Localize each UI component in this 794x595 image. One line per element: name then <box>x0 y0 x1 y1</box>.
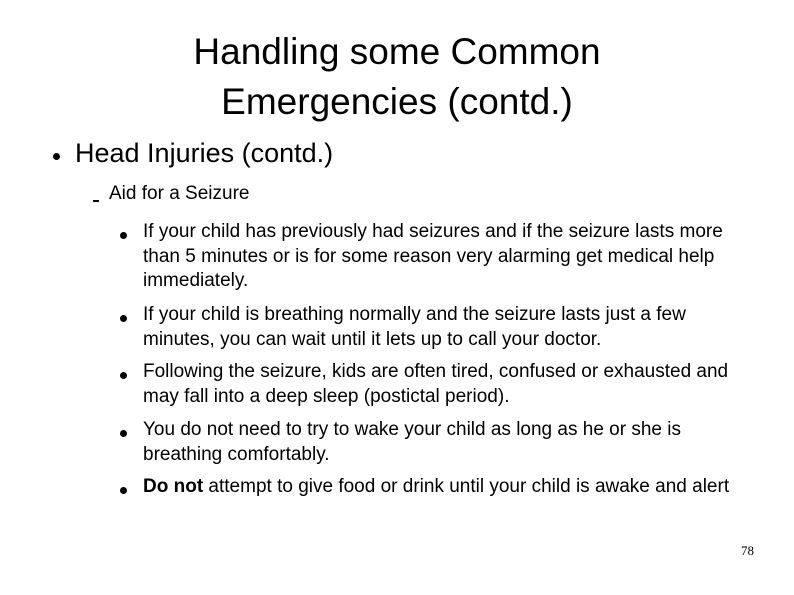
bullet-4-icon <box>120 430 127 437</box>
level2-dash-icon <box>93 200 99 202</box>
bullet-2-icon <box>120 315 127 322</box>
level2-heading: Aid for a Seizure <box>109 183 250 204</box>
level1-bullet-icon <box>53 153 60 160</box>
bullet-1-text: If your child has previously had seizures and if the seizure lasts more than 5 minutes or is for some reason very alarming get medical help immediately. <box>143 221 723 291</box>
level1-heading: Head Injuries (contd.) <box>75 138 334 168</box>
bullet-3-text: Following the seizure, kids are often tired, confused or exhausted and may fall into a deep sleep (postictal period). <box>143 361 729 407</box>
bullet-3 <box>143 360 758 409</box>
bullet-4 <box>143 418 758 467</box>
page-number: 78 <box>741 543 754 558</box>
bullet-4-text: You do not need to try to wake your child as long as he or she is breathing comfortably. <box>143 419 681 465</box>
slide-title-line-2: Emergencies (contd.) <box>221 81 573 122</box>
slide-title <box>60 27 734 127</box>
slide-title-line-1: Handling some Common <box>193 31 601 72</box>
bullet-3-icon <box>120 372 127 379</box>
bullet-5 <box>143 475 758 500</box>
bullet-1-icon <box>120 232 127 239</box>
bullet-5-text: attempt to give food or drink until your child is awake and alert <box>203 476 730 497</box>
bullet-2 <box>143 303 758 352</box>
bullet-5-bold-text: Do not <box>143 476 204 497</box>
bullet-2-text: If your child is breathing normally and the seizure lasts just a few minutes, you can wait until it lets up to call your doctor. <box>143 304 686 350</box>
bullet-1 <box>143 220 758 294</box>
bullet-5-icon <box>120 487 127 494</box>
